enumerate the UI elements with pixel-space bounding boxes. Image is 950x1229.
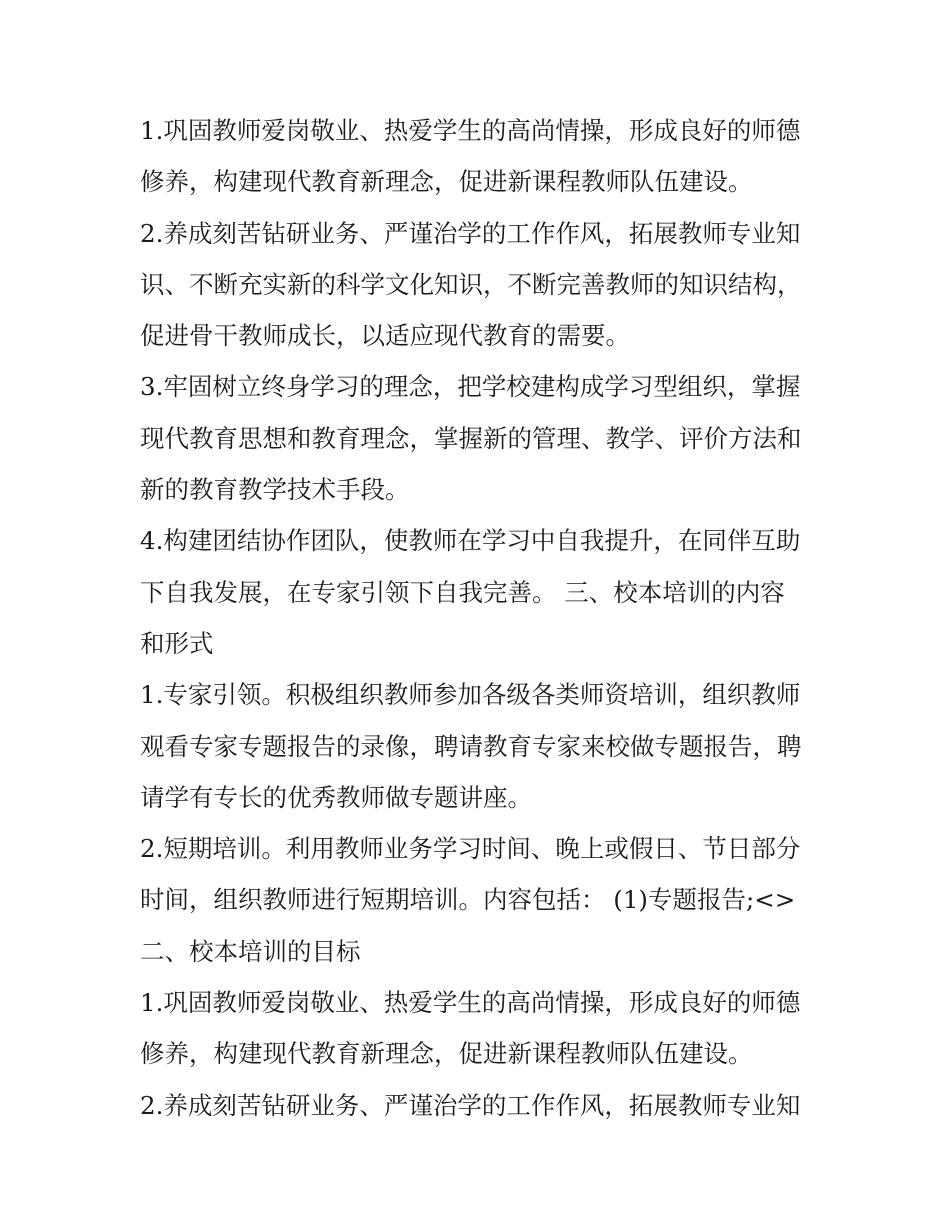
text-line: 1.巩固教师爱岗敬业、热爱学生的高尚情操，形成良好的师德 [140,116,801,145]
text-line: 促进骨干教师成长，以适应现代教育的需要。 [140,321,630,351]
text-line: 修养，构建现代教育新理念，促进新课程教师队伍建设。 [140,1039,753,1069]
text-line: 识、不断充实新的科学文化知识，不断完善教师的知识结构， [140,269,802,299]
text-line: 现代教育思想和教育理念，掌握新的管理、教学、评价方法和 [140,423,802,453]
text-line: 1.巩固教师爱岗敬业、热爱学生的高尚情操，形成良好的师德 [140,988,801,1018]
text-line: 观看专家专题报告的录像，聘请教育专家来校做专题报告，聘 [140,731,802,761]
text-line: 修养，构建现代教育新理念，促进新课程教师队伍建设。 [140,167,753,197]
text-line: 4.构建团结协作团队，使教师在学习中自我提升，在同伴互助 [140,526,801,556]
text-line: 1.专家引领。积极组织教师参加各级各类师资培训，组织教师 [140,680,801,710]
text-line: 时间，组织教师进行短期培训。内容包括： (1)专题报告;<> [140,885,796,915]
text-line: 和形式 [140,628,214,658]
text-line: 3.牢固树立终身学习的理念，把学校建构成学习型组织，掌握 [140,372,801,402]
section-heading: 二、校本培训的目标 [140,936,361,966]
text-line: 2.短期培训。利用教师业务学习时间、晚上或假日、节日部分 [140,834,801,864]
document-body [140,105,820,1131]
text-line: 2.养成刻苦钻研业务、严谨治学的工作作风，拓展教师专业知 [140,218,801,248]
text-line: 2.养成刻苦钻研业务、严谨治学的工作作风，拓展教师专业知 [140,1090,801,1120]
text-line: 下自我发展，在专家引领下自我完善。 三、校本培训的内容 [140,577,785,607]
text-line: 请学有专长的优秀教师做专题讲座。 [140,782,532,812]
text-line: 新的教育教学技术手段。 [140,475,410,505]
